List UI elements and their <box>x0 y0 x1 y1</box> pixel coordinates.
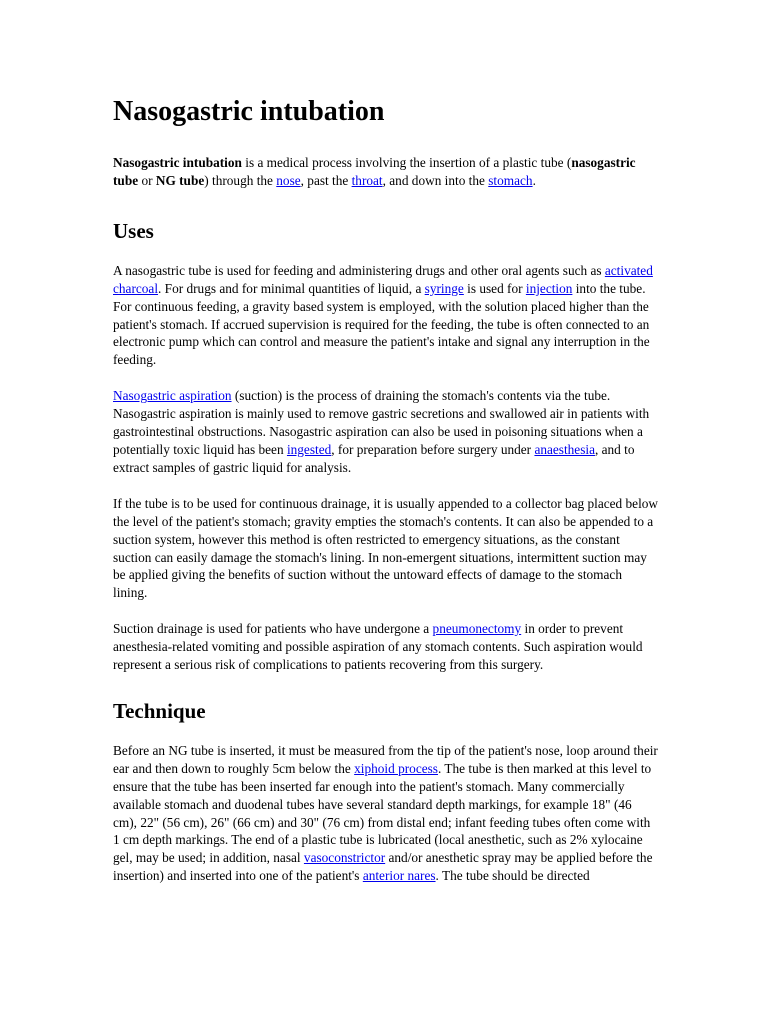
text: (suction) is the process of draining the stomach's contents via the tube. Nasogastric aspiration is mainly used to remove gastric secretions and swallowed air in patients with gastrointestinal obstructions. Nasogastric aspiration can also be used in poisoning situations when a potentially toxic liquid has been <box>113 388 650 457</box>
section-heading-uses: Uses <box>113 218 154 243</box>
article <box>113 92 658 903</box>
link-xiphoid-process[interactable]: xiphoid process <box>354 760 438 776</box>
text: , for preparation before surgery under <box>331 441 535 457</box>
text: in order to prevent anesthesia-related vomiting and possible aspiration of any stomach contents. Such aspiration would represent a serious risk of complications to patients recovering from this surgery. <box>113 621 643 673</box>
link-ingested[interactable]: ingested <box>286 441 332 457</box>
link-vasoconstrictor[interactable]: vasoconstrictor <box>303 850 386 866</box>
text: Suction drainage is used for patients who have undergone a <box>113 621 433 637</box>
link-nose[interactable]: nose <box>276 172 301 188</box>
link-syringe[interactable]: syringe <box>424 280 464 296</box>
text: . The tube is then marked at this level to ensure that the tube has been inserted far enough into the patient's stomach. Many commercially available stomach and duodenal tubes have several standard depth markings, for example 18" (46 cm), 22" (56 cm), 26" (66 cm) and 30" (76 cm) from distal end; infant feeding tubes often come with 1 cm depth markings. The end of a plastic tube is lubricated (local anesthetic, such as 2% xylocaine gel, may be used; in addition, nasal <box>113 760 652 866</box>
text: ) through the <box>204 172 277 188</box>
uses-paragraph-2 <box>113 387 658 477</box>
link-nasogastric-aspiration[interactable]: Nasogastric aspiration <box>113 388 232 404</box>
text: into the tube. For continuous feeding, a gravity based system is employed, with the solution placed higher than the patient's stomach. If accrued supervision is required for the feeding, the tube is often connected to an electronic pump which can control and measure the patient's intake and signal any interruption in the feeding. <box>113 280 650 368</box>
text: , and down into the <box>382 172 489 188</box>
section-heading-technique: Technique <box>113 698 206 723</box>
text: is used for <box>463 280 526 296</box>
text: is a medical process involving the insertion of a plastic tube ( <box>241 155 572 170</box>
uses-paragraph-1 <box>113 262 658 369</box>
text: . <box>532 172 536 188</box>
text: Before an NG tube is inserted, it must be measured from the tip of the patient's nose, loop around their ear and then down to roughly 5cm below the <box>113 742 658 776</box>
text: A nasogastric tube is used for feeding and administering drugs and other oral agents such as <box>113 262 605 278</box>
page-title: Nasogastric intubation <box>113 96 385 127</box>
link-stomach[interactable]: stomach <box>488 172 533 188</box>
technique-paragraph-1 <box>113 742 658 885</box>
link-anaesthesia[interactable]: anaesthesia <box>534 441 595 457</box>
link-pneumonectomy[interactable]: pneumonectomy <box>432 621 522 637</box>
bold-term: NG tube <box>155 172 205 188</box>
uses-paragraph-3: If the tube is to be used for continuous drainage, it is usually appended to a collector bag placed below the level of the patient's stomach; gravity empties the stomach's contents. It can also be appended to a suction system, however this method is often restricted to emergency situations, as the constant suction can easily damage the stomach's lining. In non-emergent situations, intermittent suction may be applied giving the benefits of suction without the untoward effects of damage to the stomach lining. <box>113 495 659 601</box>
link-anterior-nares[interactable]: anterior nares <box>362 868 436 884</box>
bold-term: nasogastric tube <box>113 155 636 188</box>
intro-paragraph <box>113 154 658 190</box>
bold-term: Nasogastric intubation <box>113 155 242 170</box>
link-throat[interactable]: throat <box>351 172 383 188</box>
link-injection[interactable]: injection <box>525 280 573 296</box>
text: . For drugs and for minimal quantities of liquid, a <box>158 280 425 296</box>
text: , and to extract samples of gastric liquid for analysis. <box>113 441 635 475</box>
uses-paragraph-4 <box>113 620 658 674</box>
text: or <box>138 172 156 188</box>
text: . The tube should be directed <box>435 868 590 884</box>
text: , past the <box>300 172 352 188</box>
text: and/or anesthetic spray may be applied before the insertion) and inserted into one of the patient's <box>113 850 653 884</box>
link-activated-charcoal[interactable]: activated charcoal <box>113 262 653 296</box>
